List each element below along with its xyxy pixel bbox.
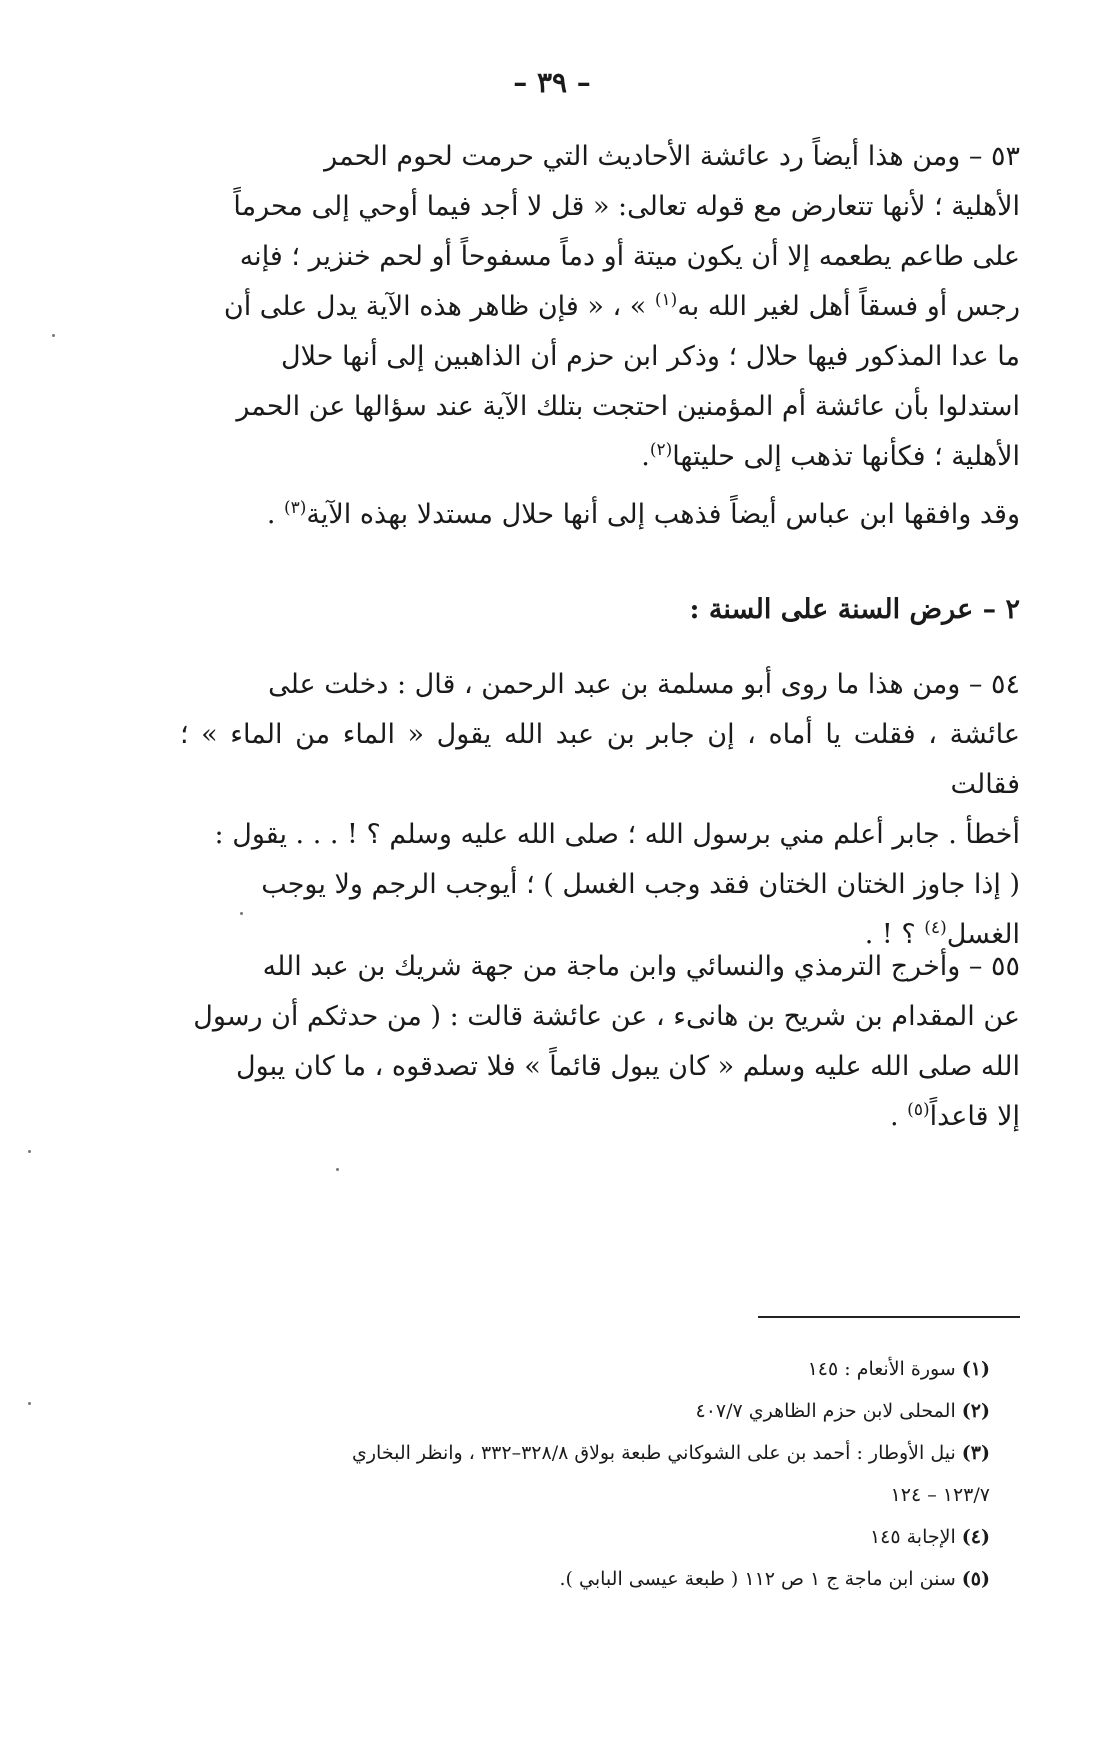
footnote-marker: (٥) (961, 1568, 990, 1590)
footnote-ref-2[interactable]: (٢) (649, 440, 673, 460)
footnote-divider (758, 1316, 1020, 1318)
footnotes (180, 1348, 990, 1600)
scan-speck (28, 1150, 31, 1153)
section-heading: ٢ – عرض السنة على السنة : (689, 594, 1020, 625)
footnote-ref-1[interactable]: (١) (654, 290, 678, 310)
text-line: ٥٥ – وأخرج الترمذي والنسائي وابن ماجة من جهة شريك بن عبد الله (262, 951, 1020, 982)
footnote-5 (180, 1558, 990, 1600)
scan-speck (52, 334, 55, 337)
footnote-marker: (٤) (961, 1526, 990, 1548)
footnote-text: سنن ابن ماجة ج ١ ص ١١٢ ( طبعة عيسى البابي ). (559, 1568, 956, 1590)
text-segment: وقد وافقها ابن عباس أيضاً فذهب إلى أنها حلال مستدلا بهذه الآية (306, 499, 1020, 530)
footnote-2 (180, 1390, 990, 1432)
paragraph-54 (180, 660, 1020, 960)
paragraph-55 (180, 942, 1020, 1142)
text-line: ٥٣ – ومن هذا أيضاً رد عائشة الأحاديث التي حرمت لحوم الحمر (324, 141, 1020, 172)
footnote-ref-5[interactable]: (٥) (907, 1100, 930, 1120)
paragraph-ibn-abbas (180, 490, 1020, 540)
footnote-text: سورة الأنعام : ١٤٥ (807, 1358, 956, 1380)
text-segment: » ، « فإن ظاهر هذه الآية يدل على أن (223, 291, 655, 322)
paragraph-53 (180, 132, 1020, 482)
scan-speck (336, 1168, 339, 1171)
text-line (180, 282, 1020, 332)
footnote-text: الإجابة ١٤٥ (869, 1526, 956, 1548)
text-line: ( إذا جاوز الختان الختان فقد وجب الغسل ) ؛ أيوجب الرجم ولا يوجب (261, 869, 1020, 900)
footnote-marker: (١) (961, 1358, 990, 1380)
text-line: ما عدا المذكور فيها حلال ؛ وذكر ابن حزم أن الذاهبين إلى أنها حلال (281, 341, 1020, 372)
text-segment: . (641, 441, 650, 472)
footnote-4 (180, 1516, 990, 1558)
scan-speck (28, 1402, 31, 1405)
footnote-marker: (٣) (961, 1442, 990, 1464)
text-segment: إلا قاعداً (929, 1101, 1020, 1132)
text-segment: ؟ ! . (864, 919, 925, 950)
text-line: عن المقدام بن شريح بن هانىء ، عن عائشة قالت : ( من حدثكم أن رسول (193, 1001, 1020, 1032)
text-line: الأهلية ؛ لأنها تتعارض مع قوله تعالى: « قل لا أجد فيما أوحي إلى محرماً (233, 191, 1020, 222)
scan-speck (240, 912, 243, 915)
text-line: الله صلى الله عليه وسلم « كان يبول قائماً » فلا تصدقوه ، ما كان يبول (236, 1051, 1020, 1082)
text-line (180, 490, 1020, 540)
text-segment: الأهلية ؛ فكأنها تذهب إلى حليتها (672, 441, 1020, 472)
footnote-1 (180, 1348, 990, 1390)
footnote-3 (180, 1432, 990, 1474)
footnote-text: نيل الأوطار : أحمد بن على الشوكاني طبعة بولاق ٣٢٨/٨–٣٣٢ ، وانظر البخاري (351, 1442, 956, 1464)
text-line (180, 1092, 1020, 1142)
text-line: عائشة ، فقلت يا أماه ، إن جابر بن عبد الله يقول « الماء من الماء » ؛ فقالت (180, 719, 1021, 800)
text-line (180, 432, 1020, 482)
footnote-3-continuation: ١٢٣/٧ – ١٢٤ (890, 1484, 990, 1506)
text-line: أخطأ . جابر أعلم مني برسول الله ؛ صلى الله عليه وسلم ؟ ! . . . يقول : (214, 819, 1020, 850)
text-segment: الغسل (946, 919, 1020, 950)
footnote-text: المحلى لابن حزم الظاهري ٤٠٧/٧ (695, 1400, 956, 1422)
text-line: ٥٤ – ومن هذا ما روى أبو مسلمة بن عبد الرحمن ، قال : دخلت على (268, 669, 1020, 700)
text-line: على طاعم يطعمه إلا أن يكون ميتة أو دماً مسفوحاً أو لحم خنزير ؛ فإنه (239, 241, 1020, 272)
text-segment: رجس أو فسقاً أهل لغير الله به (677, 291, 1020, 322)
footnote-ref-4[interactable]: (٤) (924, 918, 947, 938)
footnote-marker: (٢) (961, 1400, 990, 1422)
footnote-ref-3[interactable]: (٣) (284, 498, 307, 518)
text-line: استدلوا بأن عائشة أم المؤمنين احتجت بتلك الآية عند سؤالها عن الحمر (236, 391, 1020, 422)
page-number: – ٣٩ – (513, 66, 591, 99)
text-segment: . (890, 1101, 908, 1132)
text-segment: . (266, 499, 284, 530)
